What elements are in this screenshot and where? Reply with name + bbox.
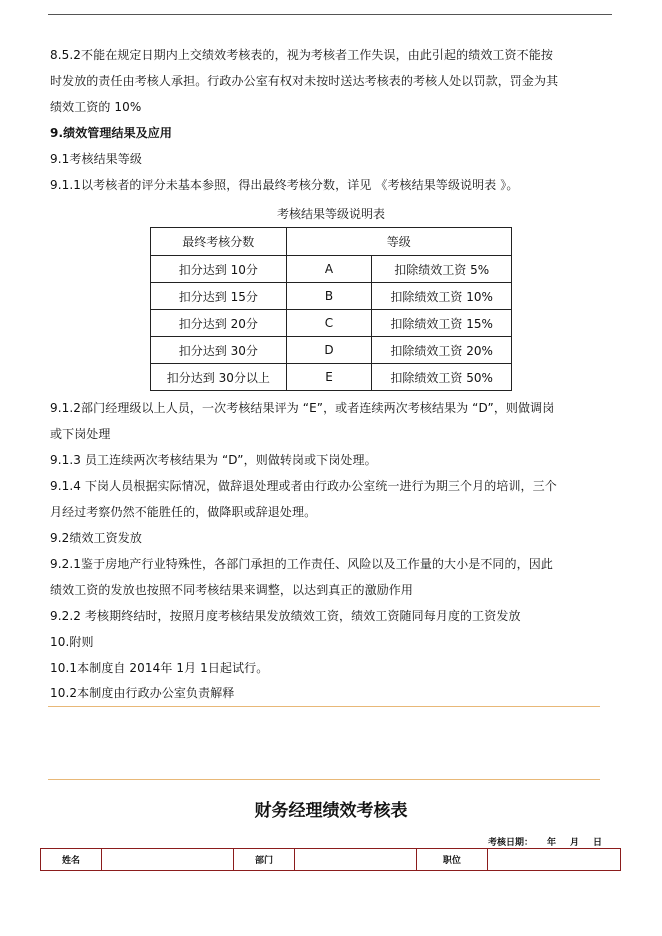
page-header-rule <box>48 779 600 780</box>
name-label: 姓名 <box>41 849 102 871</box>
score-cell: 扣分达到 15分 <box>151 283 287 310</box>
paragraph-9-2-1-line2: 绩效工资的发放也按照不同考核结果来调整，以达到真正的激励作用 <box>50 583 414 597</box>
heading-9: 9.绩效管理结果及应用 <box>50 126 173 140</box>
grade-table-header <box>151 228 512 256</box>
position-field[interactable] <box>487 849 620 871</box>
paragraph-8-5-2-line3: 绩效工资的 10% <box>50 100 142 114</box>
grade-table <box>150 227 512 391</box>
paragraph-9-1-1: 9.1.1以考核者的评分未基本参照，得出最终考核分数，详见 《考核结果等级说明表 》。 <box>50 178 519 192</box>
score-cell: 扣分达到 30分以上 <box>151 364 287 391</box>
result-cell: 扣除绩效工资 50% <box>372 364 512 391</box>
assessment-date <box>488 835 616 848</box>
grade-cell: D <box>286 337 372 364</box>
paragraph-10-2: 10.2本制度由行政办公室负责解释 <box>50 686 235 700</box>
result-cell: 扣除绩效工资 10% <box>372 283 512 310</box>
paragraph-8-5-2-line2: 时发放的责任由考核人承担。行政办公室有权对未按时送达考核表的考核人处以罚款，罚金为其 <box>50 74 559 88</box>
grade-table-caption: 考核结果等级说明表 <box>276 207 385 221</box>
employee-info-table <box>40 848 621 871</box>
result-cell: 扣除绩效工资 20% <box>372 337 512 364</box>
paragraph-9-1-3: 9.1.3 员工连续两次考核结果为 “D”，则做转岗或下岗处理。 <box>50 453 377 467</box>
position-label: 职位 <box>416 849 487 871</box>
paragraph-9-2-1-line1: 9.2.1鉴于房地产行业特殊性，各部门承担的工作责任、风险以及工作量的大小是不同的，因此 <box>50 557 553 571</box>
date-month: 月 <box>570 838 580 848</box>
grade-cell: A <box>286 256 372 283</box>
paragraph-9-1-2-line1: 9.1.2部门经理级以上人员，一次考核结果评为 “E”，或者连续两次考核结果为 “D”，则做调岗 <box>50 401 555 415</box>
heading-9-1: 9.1考核结果等级 <box>50 152 142 166</box>
table-row <box>151 364 512 391</box>
grade-cell: B <box>286 283 372 310</box>
form-title: 财务经理绩效考核表 <box>254 801 408 821</box>
header-grade: 等级 <box>286 228 511 256</box>
department-label: 部门 <box>233 849 294 871</box>
department-field[interactable] <box>294 849 416 871</box>
paragraph-9-1-4-line2: 月经过考察仍然不能胜任的，做降职或辞退处理。 <box>50 505 317 519</box>
date-year: 年 <box>547 838 557 848</box>
result-cell: 扣除绩效工资 15% <box>372 310 512 337</box>
score-cell: 扣分达到 30分 <box>151 337 287 364</box>
paragraph-8-5-2-line1: 8.5.2不能在规定日期内上交绩效考核表的，视为考核者工作失误，由此引起的绩效工资不能按 <box>50 48 553 62</box>
table-row <box>151 283 512 310</box>
grade-cell: C <box>286 310 372 337</box>
top-rule <box>48 14 612 15</box>
page-footer-rule <box>48 706 600 707</box>
name-field[interactable] <box>101 849 233 871</box>
paragraph-10-1: 10.1本制度自 2014年 1月 1日起试行。 <box>50 661 269 675</box>
table-row <box>151 310 512 337</box>
date-day: 日 <box>593 838 603 848</box>
header-score: 最终考核分数 <box>151 228 287 256</box>
score-cell: 扣分达到 10分 <box>151 256 287 283</box>
table-row <box>151 256 512 283</box>
table-row <box>151 337 512 364</box>
result-cell: 扣除绩效工资 5% <box>372 256 512 283</box>
date-label: 考核日期： <box>488 838 534 848</box>
grade-cell: E <box>286 364 372 391</box>
score-cell: 扣分达到 20分 <box>151 310 287 337</box>
table-row <box>41 849 621 871</box>
heading-9-2: 9.2绩效工资发放 <box>50 531 142 545</box>
paragraph-9-2-2: 9.2.2 考核期终结时，按照月度考核结果发放绩效工资，绩效工资随同每月度的工资发放 <box>50 609 521 623</box>
heading-10: 10.附则 <box>50 635 94 649</box>
paragraph-9-1-4-line1: 9.1.4 下岗人员根据实际情况，做辞退处理或者由行政办公室统一进行为期三个月的培训，三个 <box>50 479 557 493</box>
paragraph-9-1-2-line2: 或下岗处理 <box>50 427 111 441</box>
